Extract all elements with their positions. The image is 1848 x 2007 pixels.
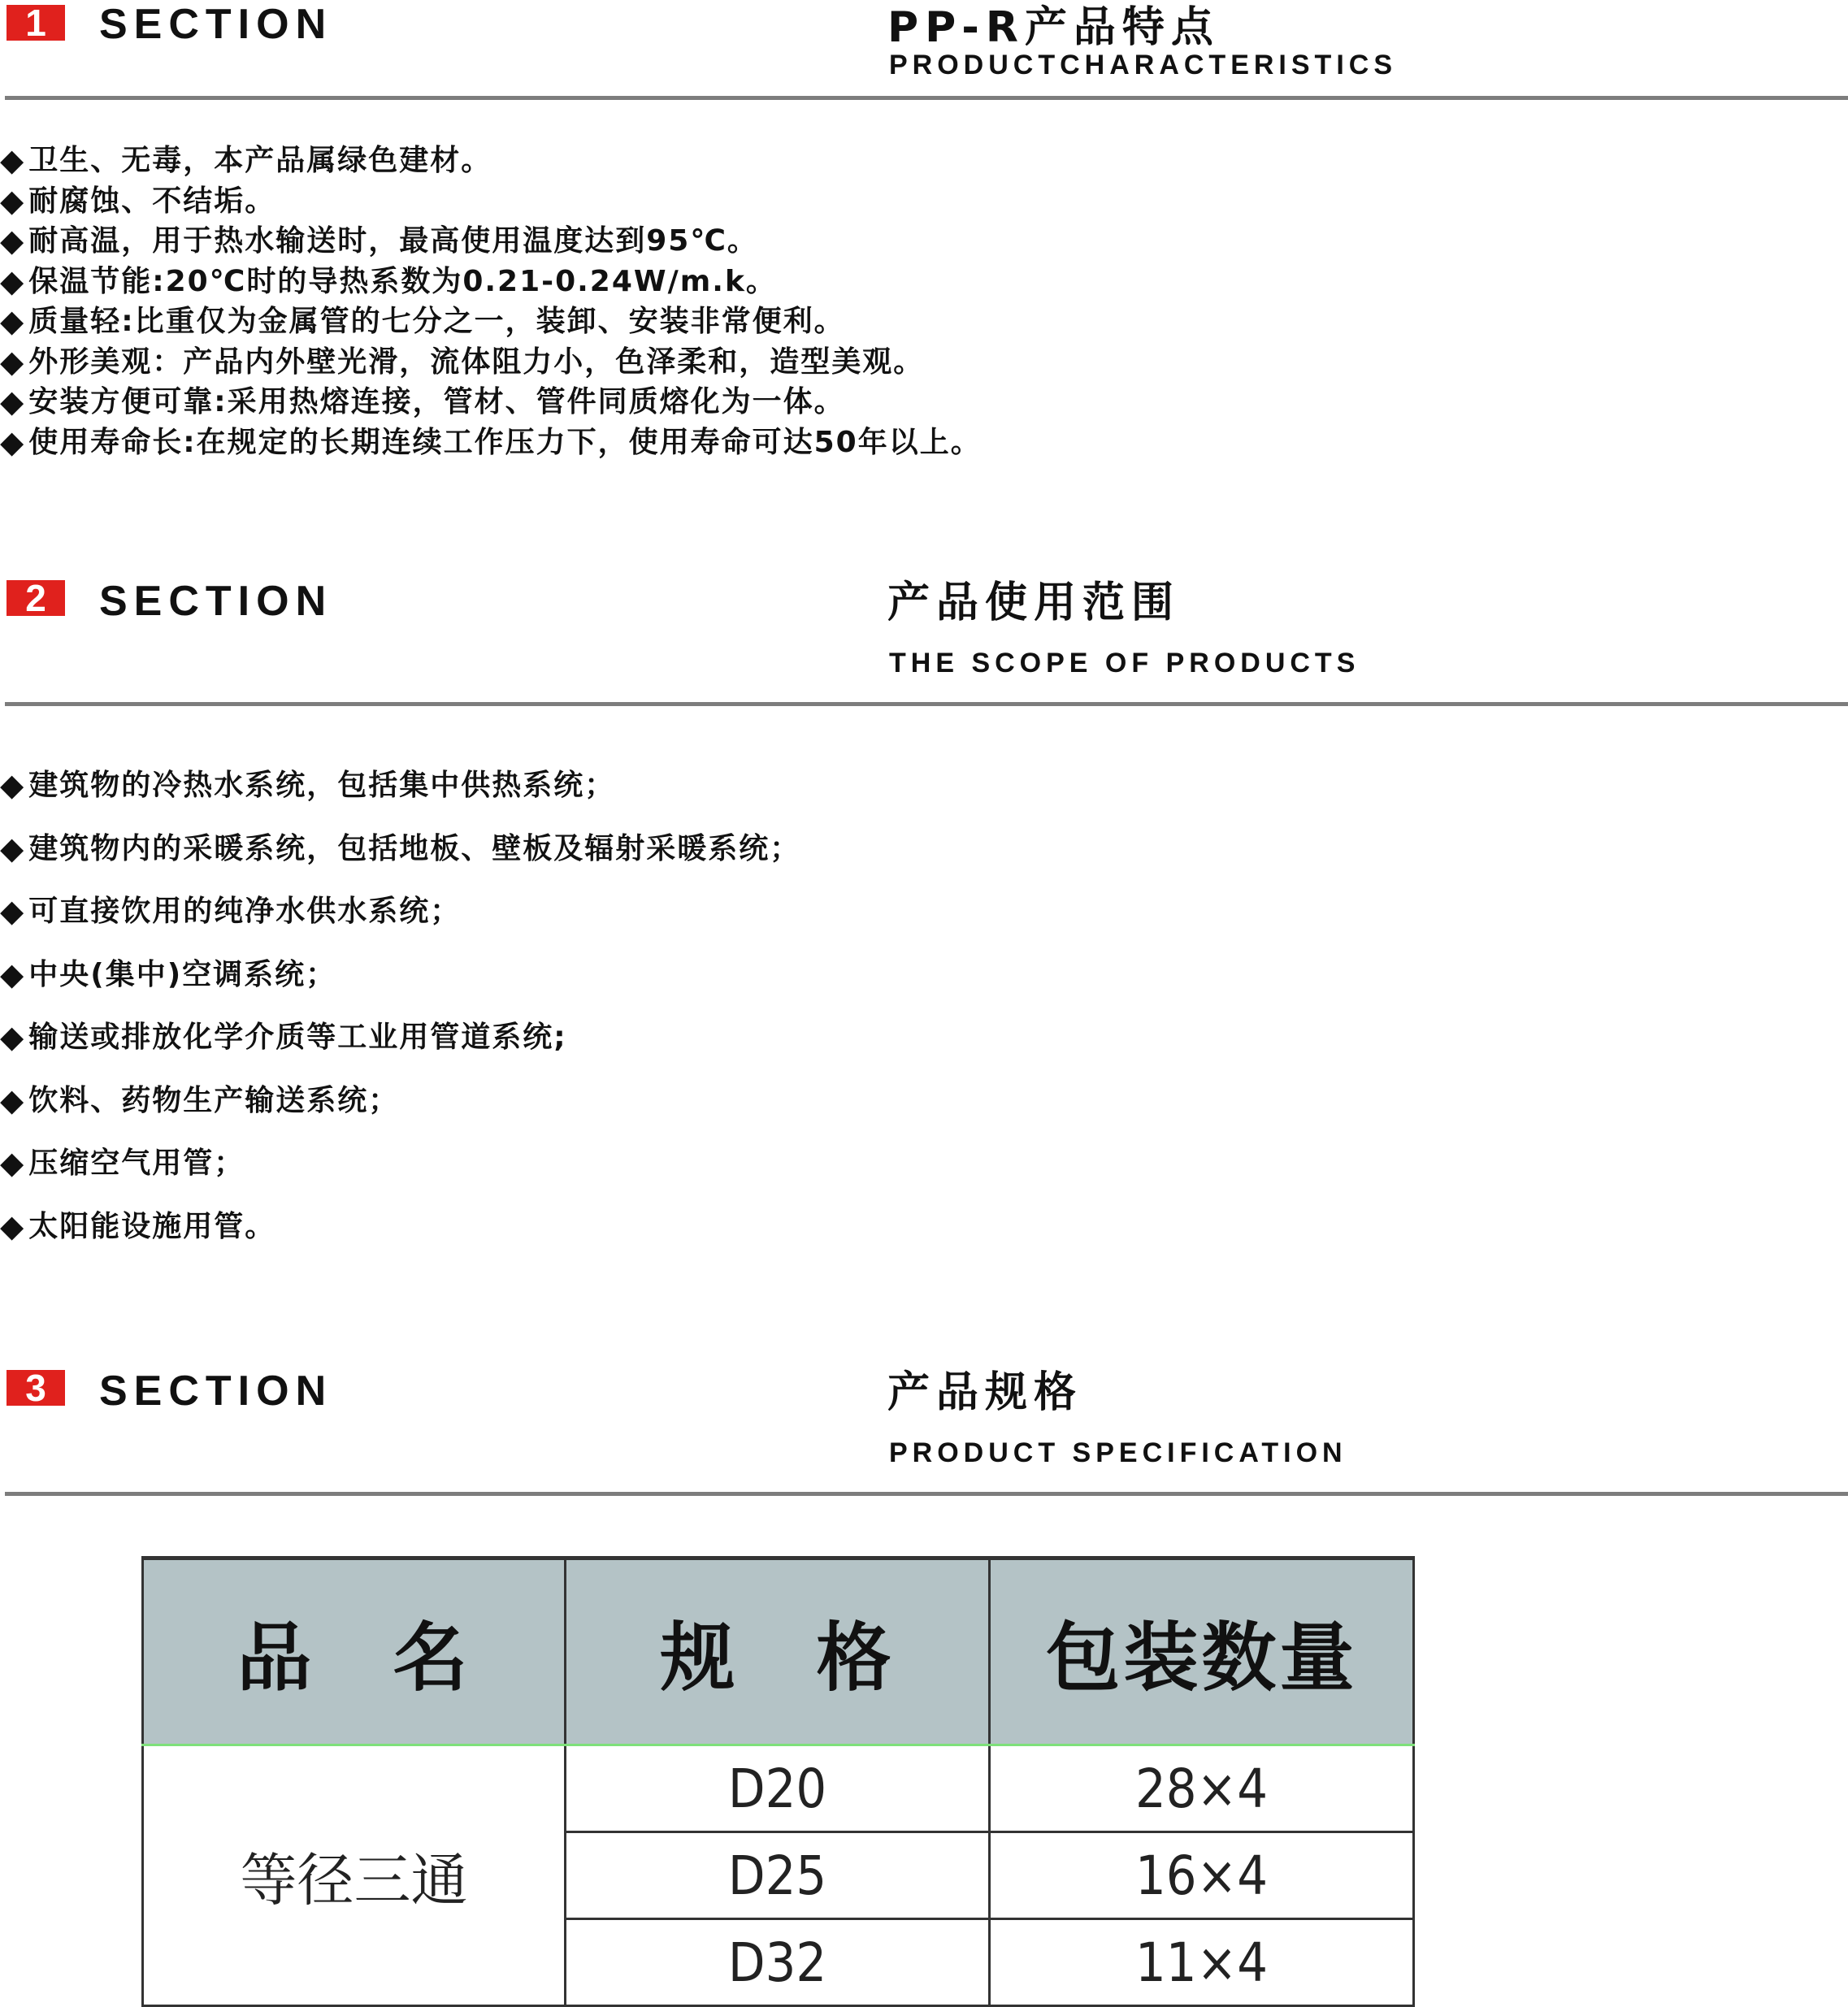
header-pack-qty: 包装数量 — [990, 1558, 1414, 1745]
diamond-bullet-icon: ◆ — [0, 142, 26, 178]
diamond-bullet-icon: ◆ — [0, 223, 26, 258]
qty-cell: 28×4 — [990, 1745, 1414, 1832]
diamond-bullet-icon: ◆ — [0, 303, 26, 339]
diamond-bullet-icon: ◆ — [0, 262, 26, 299]
diamond-bullet-icon: ◆ — [0, 830, 26, 866]
list-item: ◆ 保温节能:20℃时的导热系数为0.21-0.24W/m.k。 — [0, 262, 982, 302]
list-item: ◆ 建筑物的冷热水系统，包括集中供热系统； — [0, 754, 800, 817]
diamond-bullet-icon: ◆ — [0, 767, 26, 803]
diamond-bullet-icon: ◆ — [0, 1019, 26, 1055]
diamond-bullet-icon: ◆ — [0, 384, 26, 419]
diamond-bullet-icon: ◆ — [0, 1082, 26, 1118]
scope-list — [0, 754, 800, 1258]
list-item: ◆ 可直接饮用的纯净水供水系统； — [0, 880, 800, 943]
section-divider — [5, 1492, 1848, 1496]
characteristics-list — [0, 141, 982, 462]
table-row — [143, 1745, 1414, 1832]
list-item: ◆ 输送或排放化学介质等工业用管道系统; — [0, 1006, 800, 1069]
diamond-bullet-icon: ◆ — [0, 1145, 26, 1181]
table-header-row — [143, 1558, 1414, 1745]
list-item: ◆ 压缩空气用管； — [0, 1132, 800, 1195]
header-product-name: 品 名 — [143, 1558, 566, 1745]
section-divider — [5, 702, 1848, 706]
section-label: SECTION — [99, 578, 333, 625]
diamond-bullet-icon: ◆ — [0, 423, 26, 460]
section-title-cn: 产品使用范围 — [887, 579, 1181, 627]
list-item: ◆ 卫生、无毒，本产品属绿色建材。 — [0, 141, 982, 181]
product-name-cell: 等径三通 — [143, 1745, 566, 2006]
diamond-bullet-icon: ◆ — [0, 182, 26, 219]
list-item: ◆ 建筑物内的采暖系统，包括地板、壁板及辐射采暖系统； — [0, 817, 800, 881]
list-item: ◆ 饮料、药物生产输送系统； — [0, 1069, 800, 1133]
qty-cell: 16×4 — [990, 1832, 1414, 1919]
list-item: ◆ 耐腐蚀、不结垢。 — [0, 181, 982, 222]
section-label: SECTION — [99, 1, 333, 48]
list-item: ◆ 太阳能设施用管。 — [0, 1195, 800, 1259]
list-item: ◆ 质量轻:比重仅为金属管的七分之一，装卸、安装非常便利。 — [0, 301, 982, 342]
diamond-bullet-icon: ◆ — [0, 956, 26, 992]
diamond-bullet-icon: ◆ — [0, 1207, 26, 1244]
section-title-en: THE SCOPE OF PRODUCTS — [889, 648, 1360, 678]
list-item: ◆ 使用寿命长:在规定的长期连续工作压力下，使用寿命可达50年以上。 — [0, 423, 982, 463]
spec-table — [141, 1556, 1415, 2007]
section-title-cn: 产品规格 — [887, 1368, 1083, 1417]
section-number-badge: 3 — [7, 1370, 65, 1406]
diamond-bullet-icon: ◆ — [0, 893, 26, 929]
list-item: ◆ 外形美观：产品内外壁光滑，流体阻力小，色泽柔和，造型美观。 — [0, 342, 982, 383]
section-title-en: PRODUCTCHARACTERISTICS — [889, 50, 1397, 80]
section-title-en: PRODUCT SPECIFICATION — [889, 1437, 1347, 1468]
diamond-bullet-icon: ◆ — [0, 343, 26, 379]
list-item: ◆ 安装方便可靠:采用热熔连接，管材、管件同质熔化为一体。 — [0, 382, 982, 423]
spec-cell: D25 — [566, 1832, 990, 1919]
section-label: SECTION — [99, 1368, 333, 1415]
spec-cell: D32 — [566, 1919, 990, 2006]
list-item: ◆ 中央(集中)空调系统； — [0, 943, 800, 1007]
section-number-badge: 2 — [7, 580, 65, 616]
spec-cell: D20 — [566, 1745, 990, 1832]
section-title-cn: PP-R产品特点 — [887, 3, 1220, 52]
qty-cell: 11×4 — [990, 1919, 1414, 2006]
header-spec: 规 格 — [566, 1558, 990, 1745]
list-item: ◆ 耐高温，用于热水输送时，最高使用温度达到95℃。 — [0, 221, 982, 262]
section-number-badge: 1 — [7, 5, 65, 41]
section-divider — [5, 96, 1848, 100]
